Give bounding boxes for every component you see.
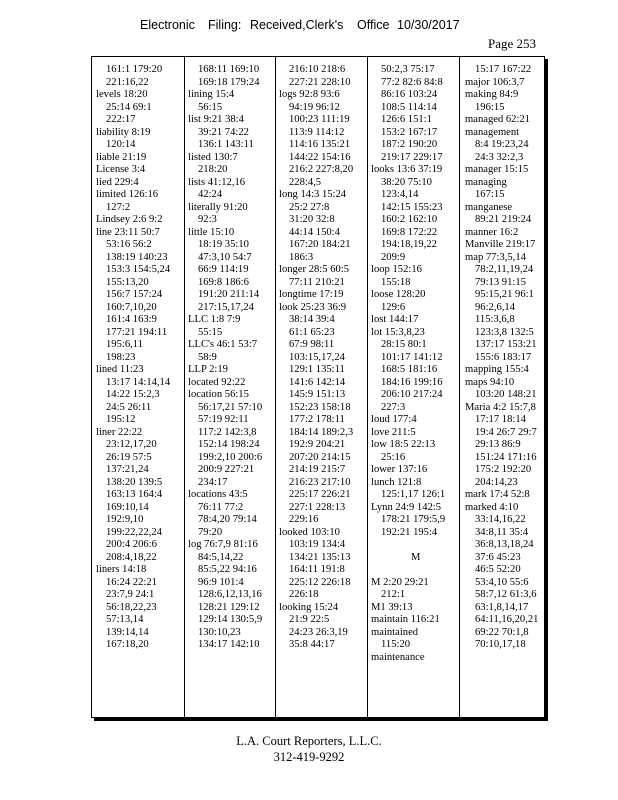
index-line: 66:9 114:19 [198,264,249,275]
index-column-2 [188,64,262,652]
index-line: 160:2 162:10 [381,214,438,225]
index-line: 227:3 [381,401,406,413]
index-line: LLC's 46:1 53:7 [188,339,258,350]
index-line: 163:13 164:4 [106,489,163,500]
index-line: 96:9 101:4 [198,576,244,588]
index-line: lied 229:4 [96,176,139,188]
index-line: 212:1 [381,589,406,600]
index-line: 46:5 52:20 [475,564,521,575]
index-line: LLC 1:8 7:9 [188,314,241,325]
index-line: 227:21 228:10 [289,76,351,88]
index-line: 208:4,18,22 [106,551,157,563]
index-line: 100:23 111:19 [289,114,350,125]
index-line: 209:9 [381,251,406,263]
index-line: 138:20 139:5 [106,476,163,488]
index-line: 169:10,14 [106,501,149,513]
index-line: 63:1,8,14,17 [475,601,529,613]
index-line: M 2:20 29:21 [371,576,429,588]
index-line: 144:22 154:16 [289,151,351,163]
index-line: 161:1 179:20 [106,64,163,75]
index-line: maintained [371,626,419,638]
index-line: 219:17 229:17 [381,151,443,163]
index-line: 177:21 194:11 [106,326,168,338]
index-line: 127:2 [106,201,131,213]
footer-company: L.A. Court Reporters, L.L.C. [236,734,382,748]
index-line: 47:3,10 54:7 [198,251,252,263]
index-line: 78:4,20 79:14 [198,514,257,525]
index-line: 221:16,22 [106,76,149,88]
index-line: list 9:21 38:4 [188,114,244,125]
index-line: 13:17 14:14,14 [106,376,171,388]
index-line: Lynn 24:9 142:5 [371,501,442,513]
header-electronic: Electronic [140,18,195,32]
index-line: lost 144:17 [371,314,419,325]
index-line: 184:14 189:2,3 [289,426,354,438]
index-line: M1 39:13 [371,601,413,613]
index-line: 64:11,16,20,21 [475,614,539,625]
index-line: 24:3 32:2,3 [475,151,524,163]
index-line: 152:14 198:24 [198,439,260,450]
index-line: 207:20 214:15 [289,451,351,463]
index-line: location 56:15 [188,389,249,400]
index-line: 218:20 [198,164,228,175]
index-line: 108:5 114:14 [381,101,437,113]
index-line: 128:6,12,13,16 [198,589,262,600]
index-line: 56:17,21 57:10 [198,401,263,413]
index-line: longer 28:5 60:5 [279,264,350,275]
index-line: 139:14,14 [106,626,149,638]
index-line: lower 137:16 [371,464,428,475]
index-line: log 76:7,9 81:16 [188,539,258,550]
index-line: mapping 155:4 [465,364,529,375]
index-line: 178:21 179:5,9 [381,514,446,525]
index-line: 79:13 91:15 [475,276,526,288]
index-line: 14:22 15:2,3 [106,389,160,400]
index-line: 129:1 135:11 [289,364,345,375]
index-line: 141:6 142:14 [289,376,346,388]
index-line [371,564,445,577]
index-line: 217:15,17,24 [198,301,254,313]
index-line: 153:3 154:5,24 [106,264,171,275]
index-line: 15:17 167:22 [475,64,532,75]
index-line: 36:8,13,18,24 [475,539,534,550]
index-line: 167:20 184:21 [289,239,351,250]
index-line: literally 91:20 [188,201,248,213]
index-line: 195:6,11 [106,339,143,350]
index-line: 155:13,20 [106,276,149,288]
index-line: 96:2,6,14 [475,301,516,313]
index-line: 175:2 192:20 [475,464,532,475]
index-line: loose 128:20 [371,289,426,300]
index-line: look 25:23 36:9 [279,301,347,313]
index-line: 25:16 [381,451,406,463]
index-line: liners 14:18 [96,564,147,575]
index-line: 55:15 [198,326,223,338]
index-line: loud 177:4 [371,414,417,425]
index-line: 76:11 77:2 [198,501,244,513]
index-line: lining 15:4 [188,89,235,100]
index-line: Lindsey 2:6 9:2 [96,214,163,225]
header-filing: Filing: [208,18,242,32]
index-line [371,539,445,552]
index-line: 137:17 153:21 [475,339,537,350]
index-line: 151:24 171:16 [475,451,537,463]
index-line: 167:18,20 [106,639,149,650]
index-line: 26:19 57:5 [106,451,152,463]
index-line: 222:17 [106,114,136,125]
index-line: 38:20 75:10 [381,176,432,188]
index-line: making 84:9 [465,89,519,100]
index-line: map 77:3,5,14 [465,251,526,263]
index-line: 24:5 26:11 [106,401,152,413]
index-line: 200:4 206:6 [106,539,157,550]
index-line: 101:17 141:12 [381,351,443,363]
index-line: located 92:22 [188,376,246,388]
index-line: 86:16 103:24 [381,89,438,100]
index-line: LLP 2:19 [188,364,228,375]
index-line: Maria 4:2 15:7,8 [465,401,536,413]
index-line: 137:21,24 [106,464,149,475]
index-line: 199:2,10 200:6 [198,451,263,463]
index-line: 77:2 82:6 84:8 [381,76,443,88]
index-line: manager 15:15 [465,164,529,175]
index-line: 103:15,17,24 [289,351,345,363]
index-line: 177:2 178:11 [289,414,345,425]
index-line: levels 18:20 [96,89,148,100]
index-line: 194:18,19,22 [381,239,437,250]
index-line: lists 41:12,16 [188,176,246,188]
index-line: 192:9,10 [106,514,144,525]
index-line: liable 21:19 [96,151,147,163]
index-line: 33:14,16,22 [475,514,526,525]
index-line: 227:1 228:13 [289,501,346,513]
index-line: 21:9 22:5 [289,614,330,625]
index-line: 155:18 [381,276,411,288]
page-number: Page 253 [488,36,537,51]
index-line: 57:13,14 [106,614,144,625]
column-divider [459,57,460,717]
index-line: 225:12 226:18 [289,576,351,588]
index-line: 195:12 [106,414,136,425]
index-column-4 [371,64,445,664]
index-line: 8:4 19:23,24 [475,139,529,150]
index-line: 44:14 150:4 [289,226,340,238]
index-line: 206:10 217:24 [381,389,443,400]
index-line: 29:13 86:9 [475,439,521,450]
index-line: logs 92:8 93:6 [279,89,340,100]
index-column-3 [279,64,353,652]
index-line: 24:23 26:3,19 [289,626,348,638]
index-line: 167:15 [475,189,505,200]
index-line: 186:3 [289,251,314,263]
index-line: License 3:4 [96,164,146,175]
index-line: 117:2 142:3,8 [198,426,257,438]
index-line: M [411,551,421,563]
index-line: 216:10 218:6 [289,64,346,75]
index-line: 95:15,21 96:1 [475,289,534,300]
index-line: 69:22 70:1,8 [475,626,529,638]
index-line: liner 22:22 [96,426,143,438]
index-line: Manville 219:17 [465,239,536,250]
index-line: low 18:5 22:13 [371,439,436,450]
header-date: 10/30/2017 [397,18,460,32]
index-line: 78:2,11,19,24 [475,264,534,275]
index-line: 61:1 65:23 [289,326,335,338]
index-line: 126:6 151:1 [381,114,432,125]
index-line: managing [465,176,507,188]
index-line: management [465,126,520,138]
index-line: 156:7 157:24 [106,289,163,300]
index-line: 142:15 155:23 [381,201,443,213]
index-line: managed 62:21 [465,114,531,125]
index-line: 28:15 80:1 [381,339,427,350]
index-line: 120:14 [106,139,136,150]
index-line: 134:17 142:10 [198,639,260,650]
index-line: line 23:11 50:7 [96,226,160,238]
index-line: 198:23 [106,351,136,363]
index-line: 53:16 56:2 [106,239,152,250]
index-line: liability 8:19 [96,126,151,138]
index-line: 16:24 22:21 [106,576,157,588]
index-line: manganese [465,201,513,213]
index-line: 129:14 130:5,9 [198,614,263,625]
index-line: 50:2,3 75:17 [381,64,435,75]
index-line: 161:4 163:9 [106,314,157,325]
index-line: 23:7,9 24:1 [106,589,155,600]
index-line: 169:8 172:22 [381,226,438,238]
index-line: 134:21 135:13 [289,551,351,563]
index-line: loop 152:16 [371,264,422,275]
index-line: 38:14 39:4 [289,314,335,325]
index-line: 153:2 167:17 [381,126,438,138]
index-line: 115:3,6,8 [475,314,515,325]
index-line: 31:20 32:8 [289,214,335,225]
index-line: manner 16:2 [465,226,519,238]
index-line: 200:9 227:21 [198,464,255,475]
index-line: 115:20 [381,639,411,650]
index-line: 25:2 27:8 [289,201,330,213]
index-line: 216:2 227:8,20 [289,164,354,175]
filing-header [0,18,618,38]
index-line: 17:17 18:14 [475,414,526,425]
index-line: 37:6 45:23 [475,551,521,563]
index-line: 25:14 69:1 [106,101,152,113]
index-line: 225:17 226:21 [289,489,351,500]
index-line: 103:19 134:4 [289,539,346,550]
index-line: marked 4:10 [465,501,519,513]
index-line: 168:11 169:10 [198,64,260,75]
index-line: lot 15:3,8,23 [371,326,425,338]
index-line: 39:21 74:22 [198,126,249,138]
index-line: locations 43:5 [188,489,248,500]
index-line: 155:6 183:17 [475,351,532,363]
index-line: 42:24 [198,189,223,200]
header-office: Office [357,18,390,32]
index-column-1 [96,64,170,652]
index-line: 70:10,17,18 [475,639,526,650]
index-line: 113:9 114:12 [289,126,345,138]
index-line: 136:1 143:11 [198,139,254,150]
index-line: 152:23 158:18 [289,401,351,413]
index-line: 199:22,22,24 [106,526,162,538]
index-line: 89:21 219:24 [475,214,532,225]
index-line: looked 103:10 [279,526,340,538]
index-column-5 [465,64,538,652]
index-box [91,56,545,718]
index-line: 53:4,10 55:6 [475,576,529,588]
index-line: listed 130:7 [188,151,238,163]
index-line: 234:17 [198,476,228,488]
index-line: 192:21 195:4 [381,526,438,538]
index-line: major 106:3,7 [465,76,525,88]
column-divider [367,57,368,717]
index-line: looks 13:6 37:19 [371,164,443,175]
index-line: 191:20 211:14 [198,289,260,300]
index-line: 214:19 215:7 [289,464,346,475]
index-line: 130:10,23 [198,626,241,638]
index-line: 138:19 140:23 [106,251,168,263]
index-line: 123:4,14 [381,189,419,200]
index-line: 128:21 129:12 [198,601,260,613]
index-line: 18:19 35:10 [198,239,249,250]
index-line: 196:15 [475,101,505,113]
index-line: 103:20 148:21 [475,389,537,400]
index-line: lined 11:23 [96,364,144,375]
index-line: 77:11 210:21 [289,276,345,288]
index-line: 56:15 [198,101,223,113]
index-line: 34:8,11 35:4 [475,526,529,538]
index-line: 169:18 179:24 [198,76,260,88]
index-line: 169:8 186:6 [198,276,249,288]
index-line: 228:4,5 [289,176,322,188]
index-line: 187:2 190:20 [381,139,438,150]
index-line: 58:7,12 61:3,6 [475,589,537,600]
index-line: 125:1,17 126:1 [381,489,446,500]
index-line: 67:9 98:11 [289,339,335,350]
index-line: 35:8 44:17 [289,639,335,650]
index-line: 226:18 [289,589,319,600]
index-line: 145:9 151:13 [289,389,346,400]
footer-phone: 312-419-9292 [273,750,345,764]
index-line: mark 17:4 52:8 [465,489,530,500]
index-line: little 15:10 [188,226,235,238]
index-line: lunch 121:8 [371,476,422,488]
index-line: 216:23 217:10 [289,476,351,488]
index-line: 85:5,22 94:16 [198,564,257,575]
index-line: 192:9 204:21 [289,439,346,450]
index-line: 168:5 181:16 [381,364,438,375]
index-line: limited 126:16 [96,189,159,200]
index-line: 114:16 135:21 [289,139,351,150]
index-line: longtime 17:19 [279,289,344,300]
index-line: 204:14,23 [475,476,518,488]
index-line: 229:16 [289,514,319,525]
index-line: 129:6 [381,301,406,313]
column-divider [275,57,276,717]
index-line: 56:18,22,23 [106,601,157,613]
index-line: maps 94:10 [465,376,515,388]
index-line: 184:16 199:16 [381,376,443,388]
index-line: 164:11 191:8 [289,564,345,575]
index-line: 57:19 92:11 [198,414,249,425]
header-received: Received,Clerk's [250,18,344,32]
column-divider [184,57,185,717]
index-line: 19:4 26:7 29:7 [475,426,537,438]
index-line: looking 15:24 [279,601,339,613]
index-line: 92:3 [198,214,217,225]
index-line: 123:3,8 132:5 [475,326,534,338]
index-line: long 14:3 15:24 [279,189,347,200]
index-line: 23:12,17,20 [106,439,157,450]
index-line: 79:20 [198,526,223,538]
index-line: maintain 116:21 [371,614,440,625]
index-line: 160:7,10,20 [106,301,157,313]
index-line: 58:9 [198,351,217,363]
index-line: love 211:5 [371,426,416,438]
index-line: 84:5,14,22 [198,551,244,563]
index-line: maintenance [371,651,425,663]
index-line: 94:19 96:12 [289,101,340,113]
